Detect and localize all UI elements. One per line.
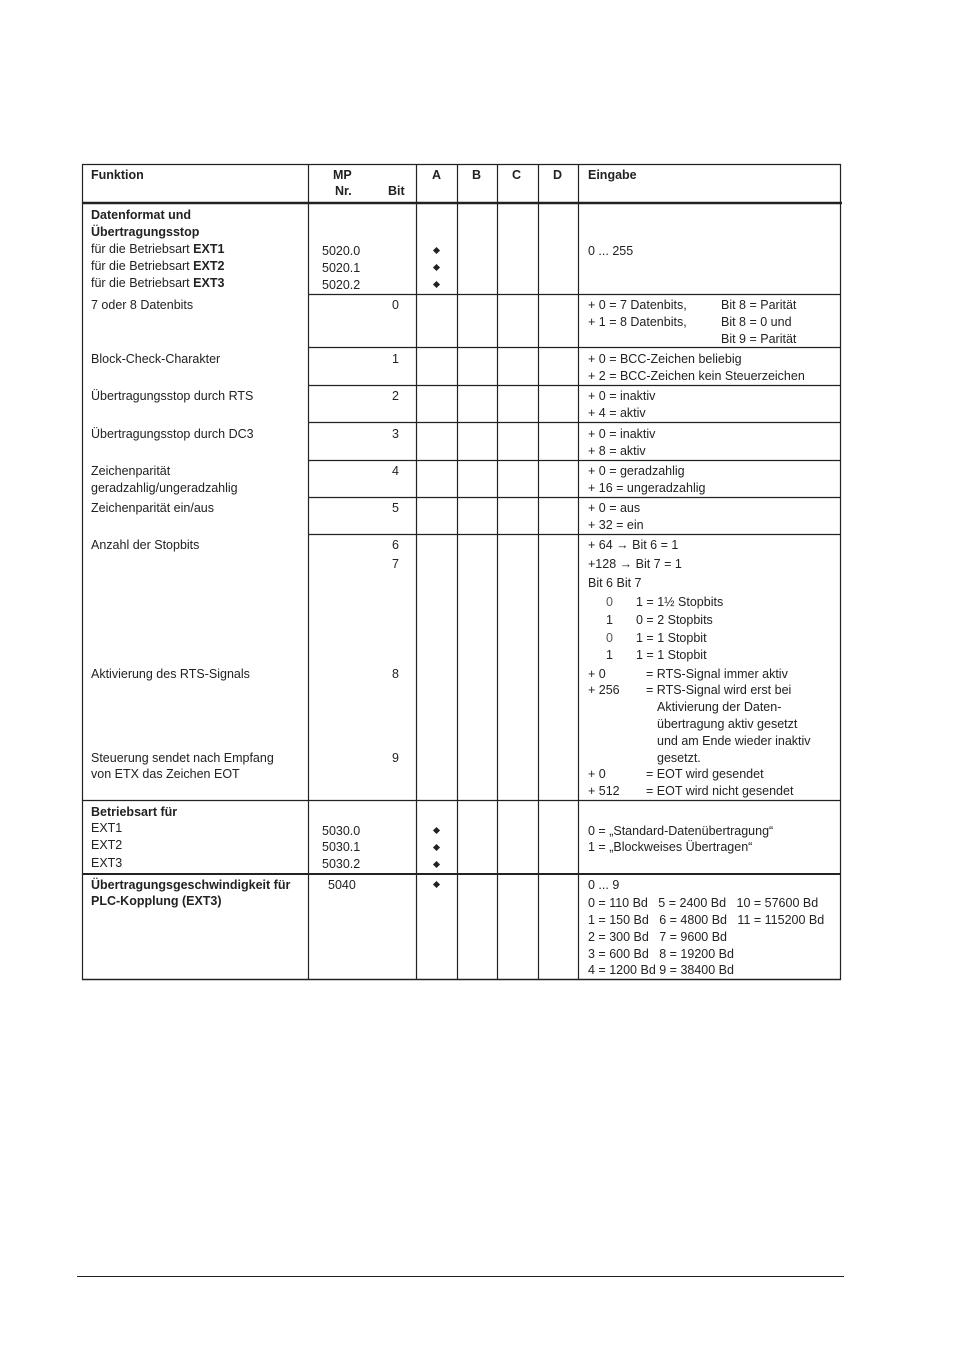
rts-signal-e5: und am Ende wieder inaktiv	[657, 734, 811, 748]
par1-label1: Zeichenparität	[91, 464, 171, 478]
s1-title2: Übertragungsstop	[91, 225, 200, 239]
bcc-label: Block-Check-Charakter	[91, 352, 221, 366]
stop-bit6: 6	[392, 538, 399, 552]
s1-line-ext3: für die Betriebsart EXT3	[91, 276, 225, 290]
header-a: A	[432, 168, 442, 182]
rts-signal-e3: Aktivierung der Daten-	[657, 700, 782, 714]
par2-e2: + 32 = ein	[588, 518, 644, 532]
s2-l3: EXT3	[91, 856, 123, 870]
s1-eingabe: 0 ... 255	[588, 244, 634, 258]
stop-t3b: 1 = 1 Stopbit	[636, 631, 707, 645]
eot-e2a: + 512	[588, 784, 620, 798]
stop-t2b: 0 = 2 Stopbits	[636, 613, 713, 627]
header-d: D	[553, 168, 563, 182]
rts-signal-label: Aktivierung des RTS-Signals	[91, 667, 250, 681]
stop-t1a: 0	[606, 595, 613, 609]
s1-line-ext1: für die Betriebsart EXT1	[91, 242, 225, 256]
s3-e5: 4 = 1200 Bd 9 = 38400 Bd	[588, 963, 734, 977]
rts-signal-bit: 8	[392, 667, 399, 681]
dc3-bit: 3	[392, 427, 399, 441]
stop-t4b: 1 = 1 Stopbit	[636, 648, 707, 662]
rts-signal-e2a: + 256	[588, 683, 620, 697]
rts-signal-e1b: = RTS-Signal immer aktiv	[646, 667, 788, 681]
s1-title1: Datenformat und	[91, 208, 191, 222]
rts-e1: + 0 = inaktiv	[588, 389, 656, 403]
stop-t4a: 1	[606, 648, 613, 662]
datenbits-e3b: Bit 9 = Parität	[721, 332, 797, 346]
s1-nr3: 5020.2	[322, 278, 361, 292]
eot-e1b: = EOT wird gesendet	[646, 767, 764, 781]
datenbits-bit: 0	[392, 298, 399, 312]
datenbits-e1a: + 0 = 7 Datenbits,	[588, 298, 687, 312]
s2-l1: EXT1	[91, 821, 123, 835]
dc3-e2: + 8 = aktiv	[588, 444, 646, 458]
rts-label: Übertragungsstop durch RTS	[91, 389, 254, 403]
s3-nr: 5040	[328, 878, 356, 892]
stop-t3a: 0	[606, 631, 613, 645]
header-b: B	[472, 168, 482, 182]
par1-label2: geradzahlig/ungeradzahlig	[91, 481, 238, 495]
rts-bit: 2	[392, 389, 399, 403]
bcc-e1: + 0 = BCC-Zeichen beliebig	[588, 352, 742, 366]
s3-e4: 3 = 600 Bd 8 = 19200 Bd	[588, 947, 734, 961]
par2-label: Zeichenparität ein/aus	[91, 501, 214, 515]
stop-e1: + 64 → Bit 6 = 1	[588, 538, 679, 552]
eot-e2b: = EOT wird nicht gesendet	[646, 784, 794, 798]
header-nr: Nr.	[335, 184, 352, 198]
s2-e1: 0 = „Standard-Datenübertragung“	[588, 824, 774, 838]
par1-e1: + 0 = geradzahlig	[588, 464, 685, 478]
s3-e1: 0 = 110 Bd 5 = 2400 Bd 10 = 57600 Bd	[588, 896, 819, 910]
par1-bit: 4	[392, 464, 399, 478]
s2-e2: 1 = „Blockweises Übertragen“	[588, 840, 753, 854]
s2-nr3: 5030.2	[322, 857, 361, 871]
eot-label1: Steuerung sendet nach Empfang	[91, 751, 274, 765]
stop-t2a: 1	[606, 613, 613, 627]
s1-line-ext2: für die Betriebsart EXT2	[91, 259, 225, 273]
par2-e1: + 0 = aus	[588, 501, 641, 515]
par2-bit: 5	[392, 501, 399, 515]
stop-t1b: 1 = 1½ Stopbits	[636, 595, 724, 609]
header-mp: MP	[333, 168, 352, 182]
bcc-e2: + 2 = BCC-Zeichen kein Steuerzeichen	[588, 369, 805, 383]
s2-nr1: 5030.0	[322, 824, 361, 838]
stop-e3: Bit 6 Bit 7	[588, 576, 642, 590]
s1-nr2: 5020.1	[322, 261, 361, 275]
s3-title2: PLC-Kopplung (EXT3)	[91, 894, 222, 908]
rts-signal-e6: gesetzt.	[657, 751, 701, 765]
header-bit: Bit	[388, 184, 405, 198]
s3-e2: 1 = 150 Bd 6 = 4800 Bd 11 = 115200 Bd	[588, 913, 825, 927]
eot-label2: von ETX das Zeichen EOT	[91, 767, 240, 781]
s1-nr1: 5020.0	[322, 244, 361, 258]
dc3-label: Übertragungsstop durch DC3	[91, 427, 254, 441]
s2-title: Betriebsart für	[91, 805, 178, 819]
s3-title1: Übertragungsgeschwindigkeit für	[91, 878, 291, 892]
datenbits-e1b: Bit 8 = Parität	[721, 298, 797, 312]
header-c: C	[512, 168, 522, 182]
rts-signal-e2b: = RTS-Signal wird erst bei	[646, 683, 792, 697]
s3-e0: 0 ... 9	[588, 878, 620, 892]
s3-e3: 2 = 300 Bd 7 = 9600 Bd	[588, 930, 728, 944]
dc3-e1: + 0 = inaktiv	[588, 427, 656, 441]
datenbits-e2a: + 1 = 8 Datenbits,	[588, 315, 687, 329]
rts-signal-e4: übertragung aktiv gesetzt	[657, 717, 798, 731]
bcc-bit: 1	[392, 352, 399, 366]
par1-e2: + 16 = ungeradzahlig	[588, 481, 706, 495]
header-funktion: Funktion	[91, 168, 144, 182]
datenbits-e2b: Bit 8 = 0 und	[721, 315, 792, 329]
eot-e1a: + 0	[588, 767, 606, 781]
stop-bit7: 7	[392, 557, 399, 571]
s2-nr2: 5030.1	[322, 840, 361, 854]
stop-label: Anzahl der Stopbits	[91, 538, 200, 552]
stop-e2: +128 → Bit 7 = 1	[588, 557, 682, 571]
header-eingabe: Eingabe	[588, 168, 637, 182]
eot-bit: 9	[392, 751, 399, 765]
datenbits-label: 7 oder 8 Datenbits	[91, 298, 194, 312]
rts-e2: + 4 = aktiv	[588, 406, 646, 420]
rts-signal-e1a: + 0	[588, 667, 606, 681]
s2-l2: EXT2	[91, 838, 123, 852]
